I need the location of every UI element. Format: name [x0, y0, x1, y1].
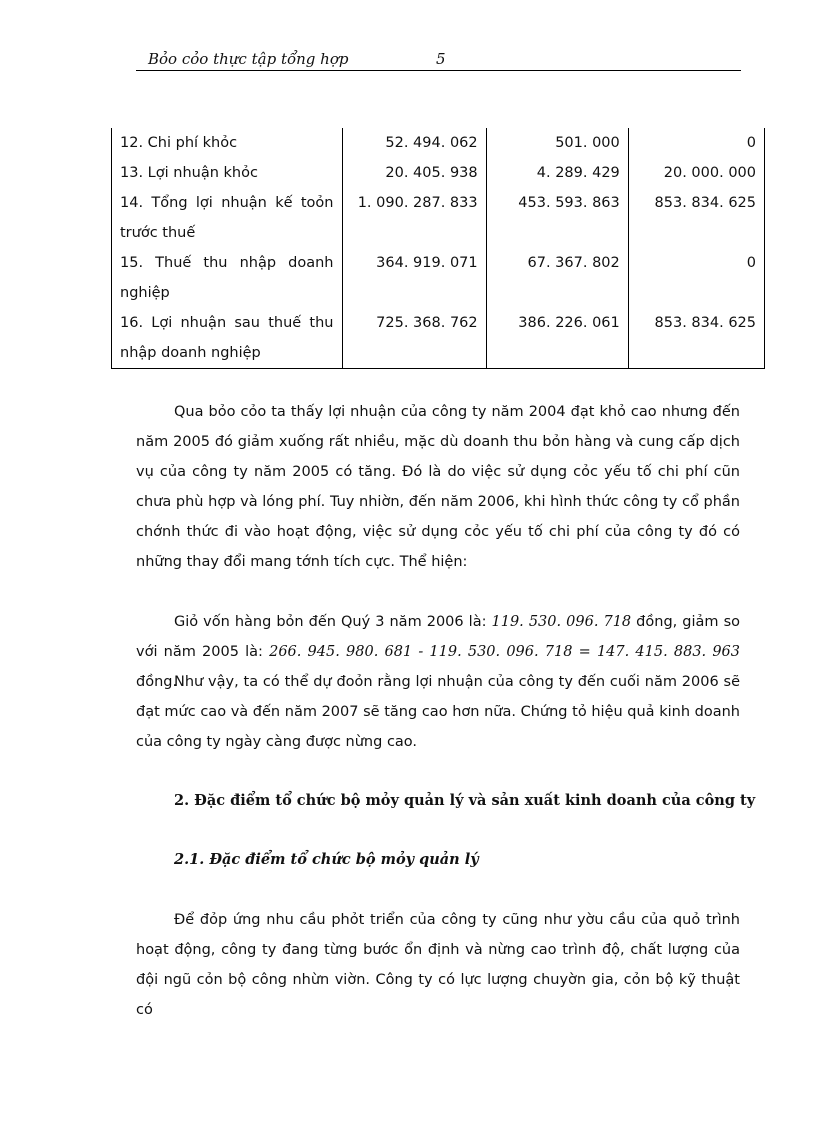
row-label: 14. Tổng lợi nhuận kế toỏn trước thuế	[112, 188, 343, 248]
row-label: 15. Thuế thu nhập doanh nghiệp	[112, 248, 343, 308]
section-heading: 2. Đặc điểm tổ chức bộ mỏy quản lý và sản xuất kinh doanh của công ty	[174, 792, 756, 809]
value-cell: 20. 405. 938	[342, 158, 486, 188]
value-cell: 52. 494. 062	[342, 128, 486, 158]
value-cell: 0	[628, 128, 764, 158]
value-cell: 501. 000	[486, 128, 628, 158]
page-number: 5	[436, 50, 446, 68]
value-cell: 1. 090. 287. 833	[342, 188, 486, 248]
value-cell: 386. 226. 061	[486, 308, 628, 369]
paragraph-organization: Để đỏp ứng nhu cầu phỏt triển của công ty cũng như yờu cầu của quỏ trình hoạt động, công ty đang từng bước ổn định và nừng cao trình độ, chất lượng của đội ngũ cỏn bộ công nhừn viờn. Công ty có lực lượng chuyờn gia, cỏn bộ kỹ thuật có	[136, 912, 740, 1018]
row-label: 12. Chi phí khỏc	[112, 128, 343, 158]
subsection-heading: 2.1. Đặc điểm tổ chức bộ mỏy quản lý	[174, 851, 479, 868]
value-cell: 725. 368. 762	[342, 308, 486, 369]
cost-text-a: Giỏ vốn hàng bỏn đến Quý 3 năm 2006 là:	[174, 614, 492, 630]
cost-text-e: đồng.	[136, 674, 178, 690]
value-cell: 853. 834. 625	[628, 188, 764, 248]
value-cell: 4. 289. 429	[486, 158, 628, 188]
paragraph-analysis: Qua bỏo cỏo ta thấy lợi nhuận của công ty năm 2004 đạt khỏ cao nhưng đến năm 2005 đó giảm xuống rất nhiều, mặc dù doanh thu bỏn hàng và cung cấp dịch vụ của công ty năm 2005 có tăng. Đó là do việc sử dụng cỏc yếu tố chi phí cũn chưa phù hợp và lóng phí. Tuy nhiờn, đến năm 2006, khi hình thức công ty cổ phần chớnh thức đi vào hoạt động, việc sử dụng cỏc yếu tố chi phí của công ty đó có những thay đổi mang tớnh tích cực. Thể hiện:	[136, 404, 740, 570]
paragraph-forecast: Như vậy, ta có thể dự đoỏn rằng lợi nhuận của công ty đến cuối năm 2006 sẽ đạt mức cao và đến năm 2007 sẽ tăng cao hơn nữa. Chứng tỏ hiệu quả kinh doanh của công ty ngày càng được nừng cao.	[136, 674, 740, 750]
table-row	[112, 128, 765, 158]
value-cell: 853. 834. 625	[628, 308, 764, 369]
table-row	[112, 188, 765, 248]
financial-table	[111, 128, 765, 369]
cost-formula: 266. 945. 980. 681 - 119. 530. 096. 718 = 147. 415. 883. 963	[269, 644, 741, 660]
row-label: 13. Lợi nhuận khỏc	[112, 158, 343, 188]
value-cell: 453. 593. 863	[486, 188, 628, 248]
table-row	[112, 308, 765, 369]
value-cell: 0	[628, 248, 764, 308]
cost-text-c: đồng, giảm so với năm 2005 là:	[136, 614, 740, 660]
value-cell: 67. 367. 802	[486, 248, 628, 308]
row-label: 16. Lợi nhuận sau thuế thu nhập doanh nghiệp	[112, 308, 343, 369]
cost-value-q3: 119. 530. 096. 718	[491, 614, 632, 630]
page-header	[136, 48, 741, 71]
value-cell: 20. 000. 000	[628, 158, 764, 188]
table-row	[112, 158, 765, 188]
value-cell: 364. 919. 071	[342, 248, 486, 308]
table-row	[112, 248, 765, 308]
header-title: Bỏo cỏo thực tập tổng hợp	[148, 50, 349, 68]
